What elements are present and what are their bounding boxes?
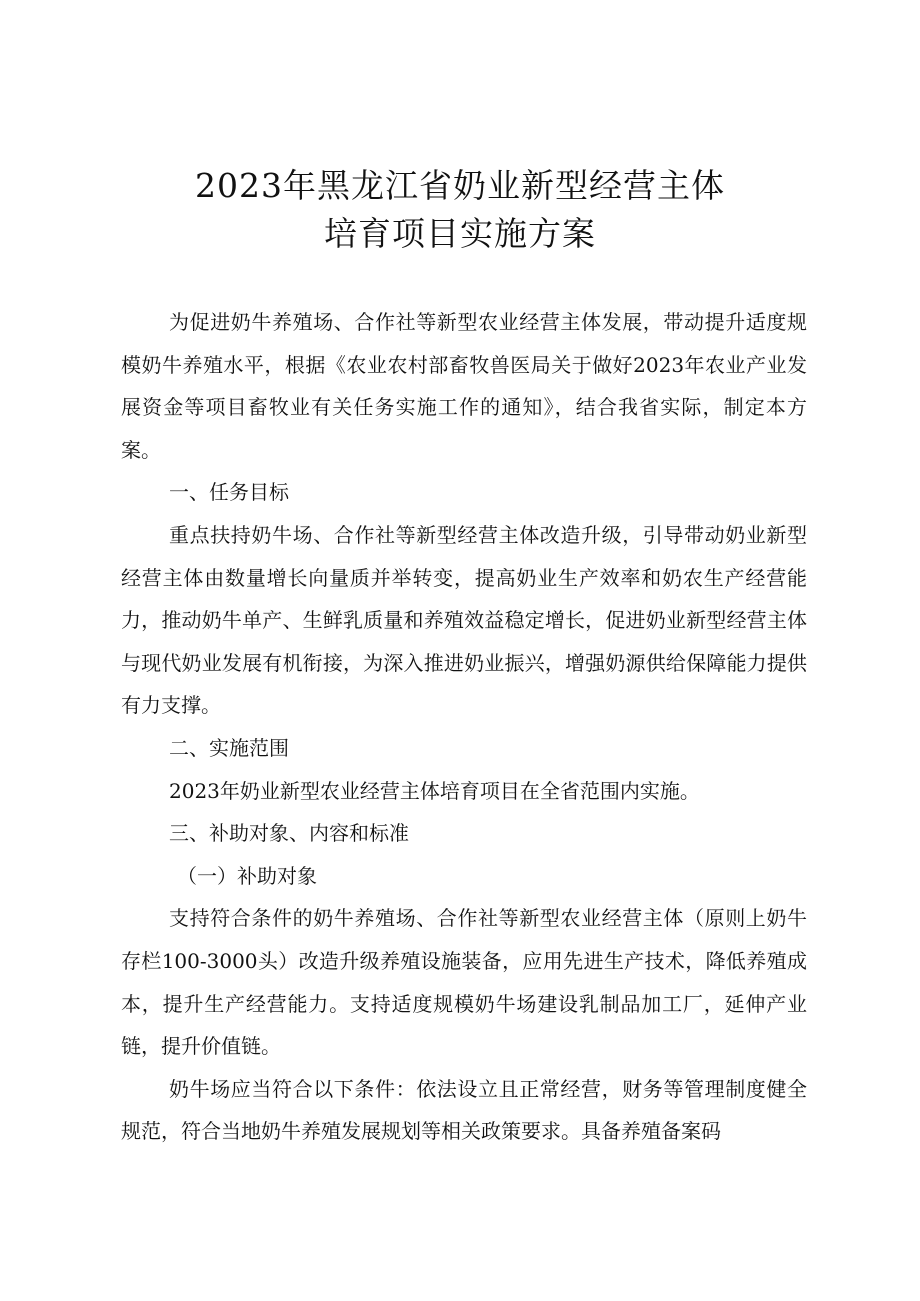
document-body [121, 301, 807, 1153]
section-2-paragraph: 2023年奶业新型农业经营主体培育项目在全省范围内实施。 [169, 778, 700, 803]
section-3-heading: 三、补助对象、内容和标准 [169, 821, 409, 846]
section-1-heading: 一、任务目标 [169, 480, 289, 505]
subsection-1-heading: （一）补助对象 [177, 863, 317, 888]
document-title-line-2: 培育项目实施方案 [324, 214, 596, 253]
section-2-heading: 二、实施范围 [169, 735, 289, 760]
document-title-line-1: 2023年黑龙江省奶业新型经营主体 [195, 166, 725, 205]
conditions-paragraph: 奶牛场应当符合以下条件：依法设立且正常经营，财务等管理制度健全规范，符合当地奶牛养殖发展规划等相关政策要求。具备养殖备案码 [121, 1076, 807, 1144]
section-1-paragraph: 重点扶持奶牛场、合作社等新型经营主体改造升级，引导带动奶业新型经营主体由数量增长向量质并举转变，提高奶业生产效率和奶农生产经营能力，推动奶牛单产、生鲜乳质量和养殖效益稳定增长，促进奶业新型经营主体与现代奶业发展有机衔接，为深入推进奶业振兴，增强奶源供给保障能力提供有力支撑。 [121, 522, 807, 718]
intro-paragraph: 为促进奶牛养殖场、合作社等新型农业经营主体发展，带动提升适度规模奶牛养殖水平，根据《农业农村部畜牧兽医局关于做好2023年农业产业发展资金等项目畜牧业有关任务实施工作的通知》，结合我省实际，制定本方案。 [121, 310, 807, 462]
subsection-1-paragraph: 支持符合条件的奶牛养殖场、合作社等新型农业经营主体（原则上奶牛存栏100-3000头）改造升级养殖设施装备，应用先进生产技术，降低养殖成本，提升生产经营能力。支持适度规模奶牛场建设乳制品加工厂，延伸产业链，提升价值链。 [121, 906, 807, 1059]
